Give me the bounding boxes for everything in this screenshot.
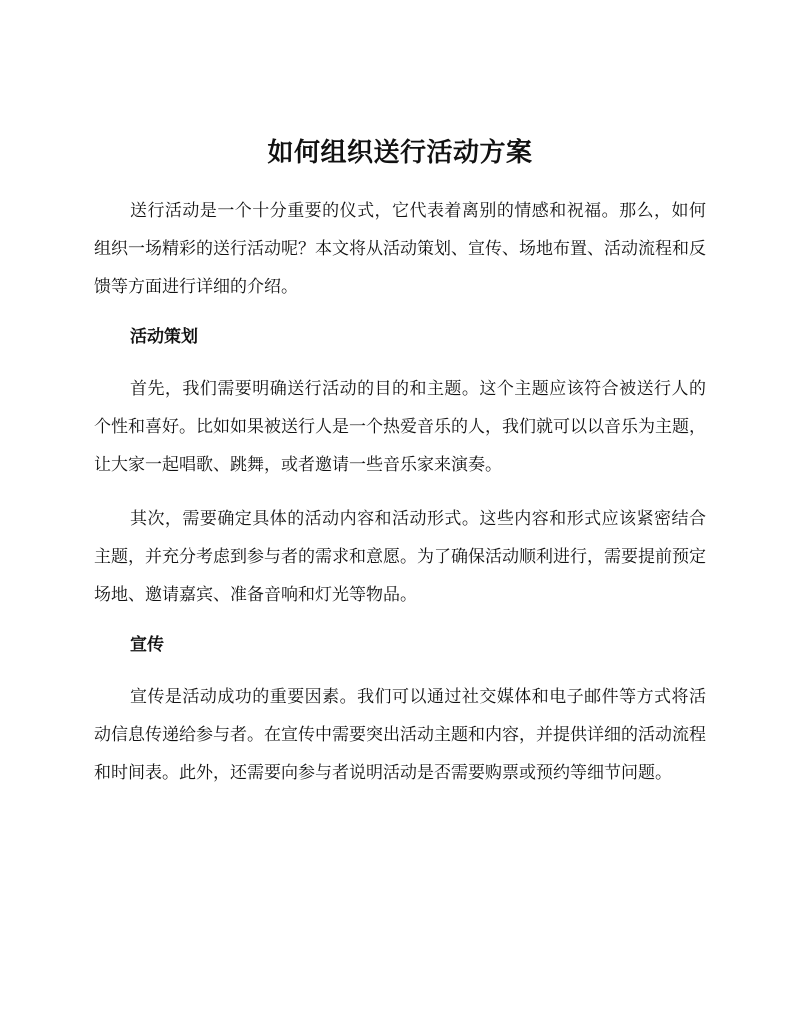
paragraph: 宣传是活动成功的重要因素。我们可以通过社交媒体和电子邮件等方式将活动信息传递给参与者。在宣传中需要突出活动主题和内容，并提供详细的活动流程和时间表。此外，还需要向参与者说明活动是否需要购票或预约等细节问题。 [94, 687, 706, 783]
document-title: 如何组织送行活动方案 [267, 138, 533, 168]
paragraph: 其次，需要确定具体的活动内容和活动形式。这些内容和形式应该紧密结合主题，并充分考虑到参与者的需求和意愿。为了确保活动顺利进行，需要提前预定场地、邀请嘉宾、准备音响和灯光等物品。 [94, 509, 706, 605]
section-promotion [94, 630, 706, 792]
section-planning [94, 322, 706, 614]
document-content [94, 128, 706, 808]
section-heading: 活动策划 [130, 327, 198, 347]
section-heading: 宣传 [130, 635, 164, 655]
intro-paragraph: 送行活动是一个十分重要的仪式，它代表着离别的情感和祝福。那么，如何组织一场精彩的送行活动呢？本文将从活动策划、宣传、场地布置、活动流程和反馈等方面进行详细的介绍。 [94, 201, 706, 297]
paragraph: 首先，我们需要明确送行活动的目的和主题。这个主题应该符合被送行人的个性和喜好。比如如果被送行人是一个热爱音乐的人，我们就可以以音乐为主题，让大家一起唱歌、跳舞，或者邀请一些音乐家来演奏。 [94, 379, 706, 475]
